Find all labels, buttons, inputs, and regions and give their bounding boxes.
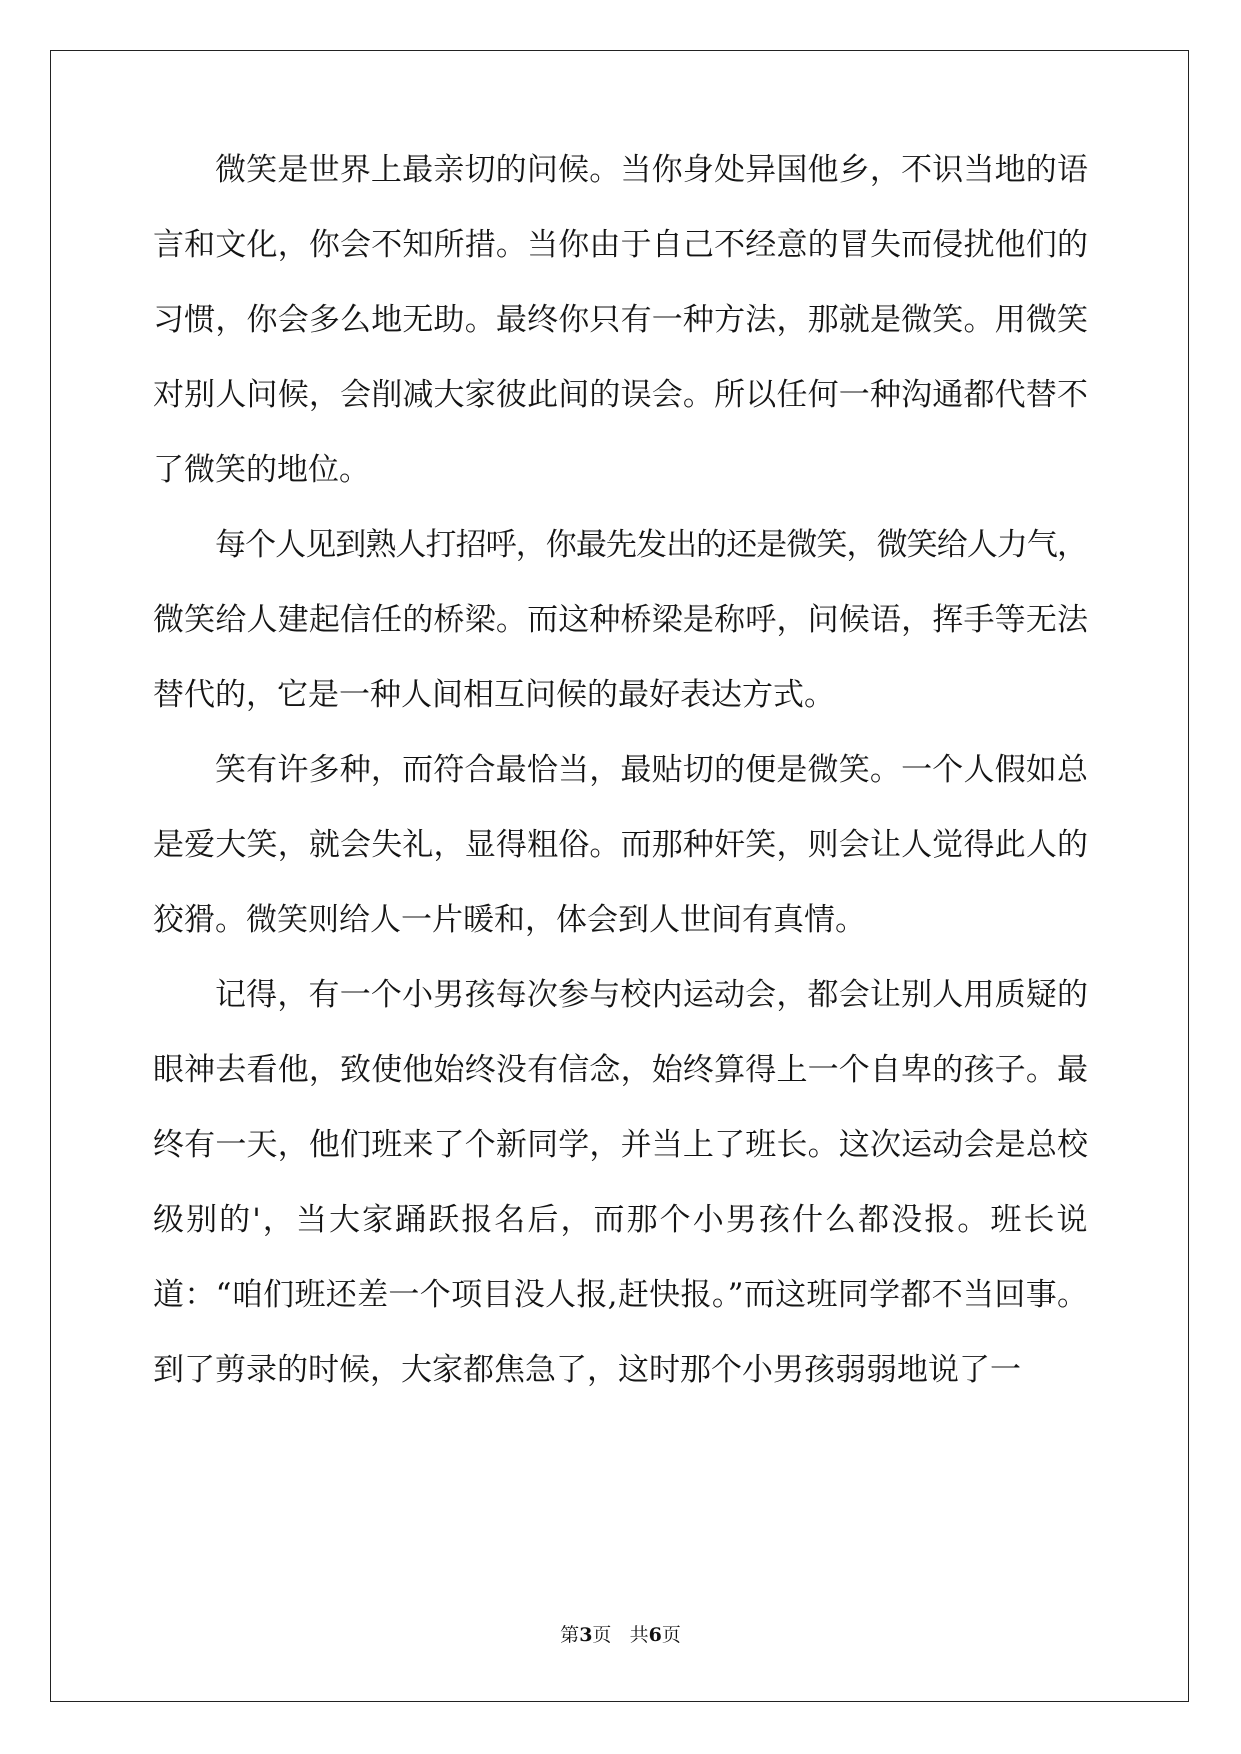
- paragraph-4-line-5: 道：“咱们班还差一个项目没人报,赶快报。”而这班同学都不当回事。: [153, 1277, 1089, 1313]
- footer-page-unit: 页: [592, 1624, 612, 1646]
- paragraph-2-line-3: 替代的，它是一种人间相互问候的最好表达方式。: [153, 677, 835, 713]
- footer-prefix: 第: [560, 1624, 580, 1646]
- paragraph-4-line-3: 终有一天，他们班来了个新同学，并当上了班长。这次运动会是总校: [153, 1127, 1089, 1163]
- paragraph-4-line-2: 眼神去看他，致使他始终没有信念，始终算得上一个自卑的孩子。最: [153, 1052, 1089, 1088]
- paragraph-4-line-1: 记得，有一个小男孩每次参与校内运动会，都会让别人用质疑的: [215, 977, 1089, 1013]
- paragraph-3-line-3: 狡猾。微笑则给人一片暖和，体会到人世间有真情。: [153, 902, 866, 938]
- paragraph-3-line-2: 是爱大笑，就会失礼，显得粗俗。而那种奸笑，则会让人觉得此人的: [153, 827, 1089, 863]
- paragraph-3-line-1: 笑有许多种，而符合最恰当，最贴切的便是微笑。一个人假如总: [215, 752, 1089, 788]
- paragraph-4-line-6: 到了剪录的时候，大家都焦急了，这时那个小男孩弱弱地说了一: [153, 1352, 1021, 1388]
- current-page-number: 3: [579, 1624, 593, 1646]
- footer-total-prefix: 共: [629, 1624, 649, 1646]
- page-footer: [0, 1623, 1241, 1647]
- page-border: [50, 50, 1189, 1702]
- footer-total-unit: 页: [661, 1624, 681, 1646]
- paragraph-1-line-1: 微笑是世界上最亲切的问候。当你身处异国他乡，不识当地的语: [215, 152, 1089, 188]
- paragraph-1-line-2: 言和文化，你会不知所措。当你由于自己不经意的冒失而侵扰他们的: [153, 227, 1089, 263]
- paragraph-4-line-4: 级别的'，当大家踊跃报名后，而那个小男孩什么都没报。班长说: [153, 1202, 1090, 1238]
- paragraph-2-line-2: 微笑给人建起信任的桥梁。而这种桥梁是称呼，问候语，挥手等无法: [153, 602, 1089, 638]
- paragraph-1-line-4: 对别人问候，会削减大家彼此间的误会。所以任何一种沟通都代替不: [153, 377, 1089, 413]
- paragraph-1-line-5: 了微笑的地位。: [153, 452, 370, 488]
- paragraph-1-line-3: 习惯，你会多么地无助。最终你只有一种方法，那就是微笑。用微笑: [153, 302, 1089, 338]
- total-page-number: 6: [648, 1624, 662, 1646]
- paragraph-2-line-1: 每个人见到熟人打招呼，你最先发出的还是微笑，微笑给人力气，: [215, 527, 1088, 563]
